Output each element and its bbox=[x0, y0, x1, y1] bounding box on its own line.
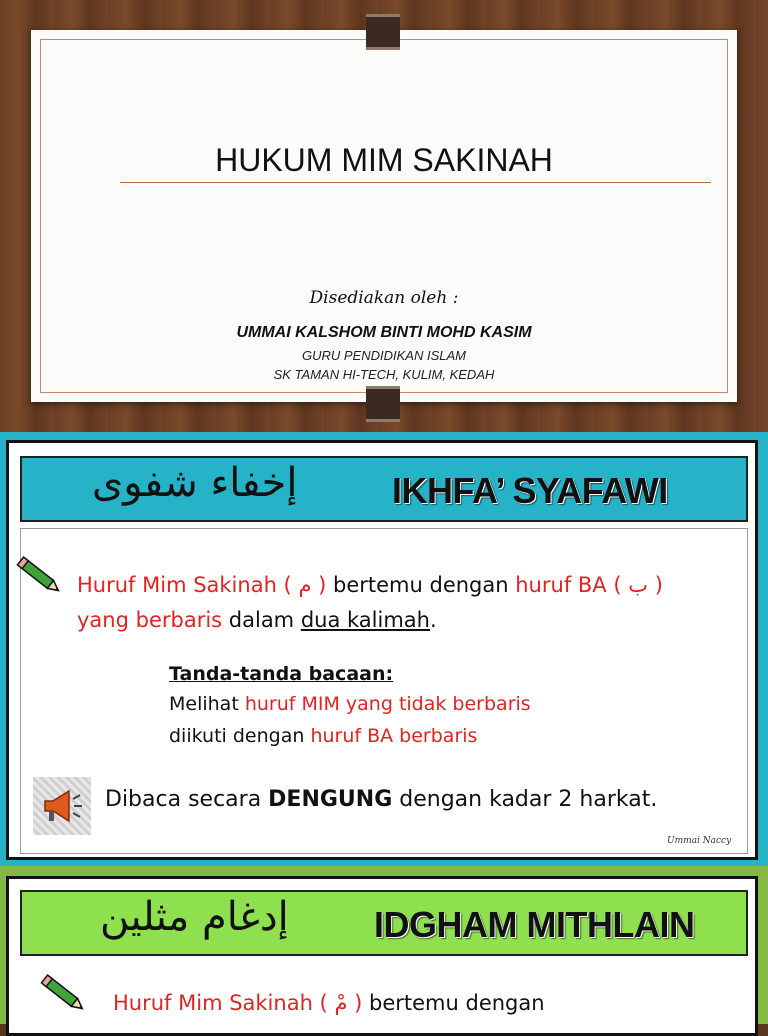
line2-underlined: dua kalimah bbox=[300, 608, 430, 632]
dengung-word: DENGUNG bbox=[268, 787, 393, 812]
idgham-card bbox=[6, 876, 758, 1036]
binder-clip-top bbox=[366, 14, 400, 50]
sub2-text-b: huruf BA berbaris bbox=[310, 725, 478, 747]
ikhfa-banner bbox=[20, 456, 748, 522]
rule-line-1 bbox=[113, 991, 545, 1015]
line2-period: . bbox=[429, 608, 437, 632]
title-divider bbox=[120, 182, 711, 183]
slide-title: HUKUM MIM SAKINAH bbox=[215, 142, 553, 178]
line1-text-c: bertemu dengan bbox=[362, 991, 545, 1015]
mim-letter: مْ bbox=[327, 991, 355, 1015]
line2-text-b: dalam bbox=[222, 608, 301, 632]
line2-text-a: yang berbaris bbox=[77, 608, 223, 632]
sub2-text-a: diikuti dengan bbox=[169, 725, 311, 747]
rule-line-1 bbox=[77, 573, 663, 597]
binder-clip-bottom bbox=[366, 386, 400, 422]
rule-line-2 bbox=[77, 608, 437, 632]
line1-text-e: ) bbox=[654, 573, 663, 597]
tanda-line-1 bbox=[169, 693, 531, 715]
sub1-text-a: Melihat bbox=[169, 693, 245, 715]
line1-text-b: ) bbox=[318, 573, 327, 597]
ikhfa-slide bbox=[0, 432, 768, 866]
idgham-slide bbox=[0, 866, 768, 1024]
author-school: SK TAMAN HI-TECH, KULIM, KEDAH bbox=[273, 367, 495, 382]
dibaca-text-c: dengan kadar 2 harkat. bbox=[392, 787, 658, 812]
line1-text-a: Huruf Mim Sakinah ( bbox=[113, 991, 328, 1015]
tanda-heading: Tanda-tanda bacaan: bbox=[169, 663, 394, 685]
sub1-text-b: huruf MIM yang tidak berbaris bbox=[244, 693, 531, 715]
line1-text-b: ) bbox=[354, 991, 363, 1015]
pencil-icon bbox=[15, 555, 67, 599]
signature-watermark: Ummai Naccy bbox=[667, 836, 732, 846]
line1-text-a: Huruf Mim Sakinah ( bbox=[77, 573, 292, 597]
title-slide bbox=[0, 0, 768, 432]
pencil-icon bbox=[39, 973, 91, 1017]
ikhfa-card bbox=[6, 440, 758, 860]
banner-title: IKHFA’ SYAFAWI bbox=[392, 470, 668, 511]
dibaca-text-a: Dibaca secara bbox=[105, 787, 269, 812]
banner-title: IDGHAM MITHLAIN bbox=[374, 904, 695, 945]
title-card bbox=[31, 30, 737, 402]
banner-arabic-title: إدغام مثلين bbox=[100, 894, 289, 940]
author-name: UMMAI KALSHOM BINTI MOHD KASIM bbox=[236, 324, 532, 341]
author-role: GURU PENDIDIKAN ISLAM bbox=[302, 348, 466, 363]
idgham-banner bbox=[20, 890, 748, 956]
line1-text-c: bertemu dengan bbox=[326, 573, 516, 597]
ba-letter: ب bbox=[621, 573, 655, 597]
banner-arabic-title: إخفاء شفوى bbox=[92, 460, 298, 506]
prepared-by-label: Disediakan oleh : bbox=[309, 288, 459, 308]
speaker-icon bbox=[33, 777, 91, 835]
tanda-line-2 bbox=[169, 725, 477, 747]
dibaca-line bbox=[105, 787, 657, 812]
mim-letter: م bbox=[291, 573, 319, 597]
line1-text-d: huruf BA ( bbox=[515, 573, 622, 597]
